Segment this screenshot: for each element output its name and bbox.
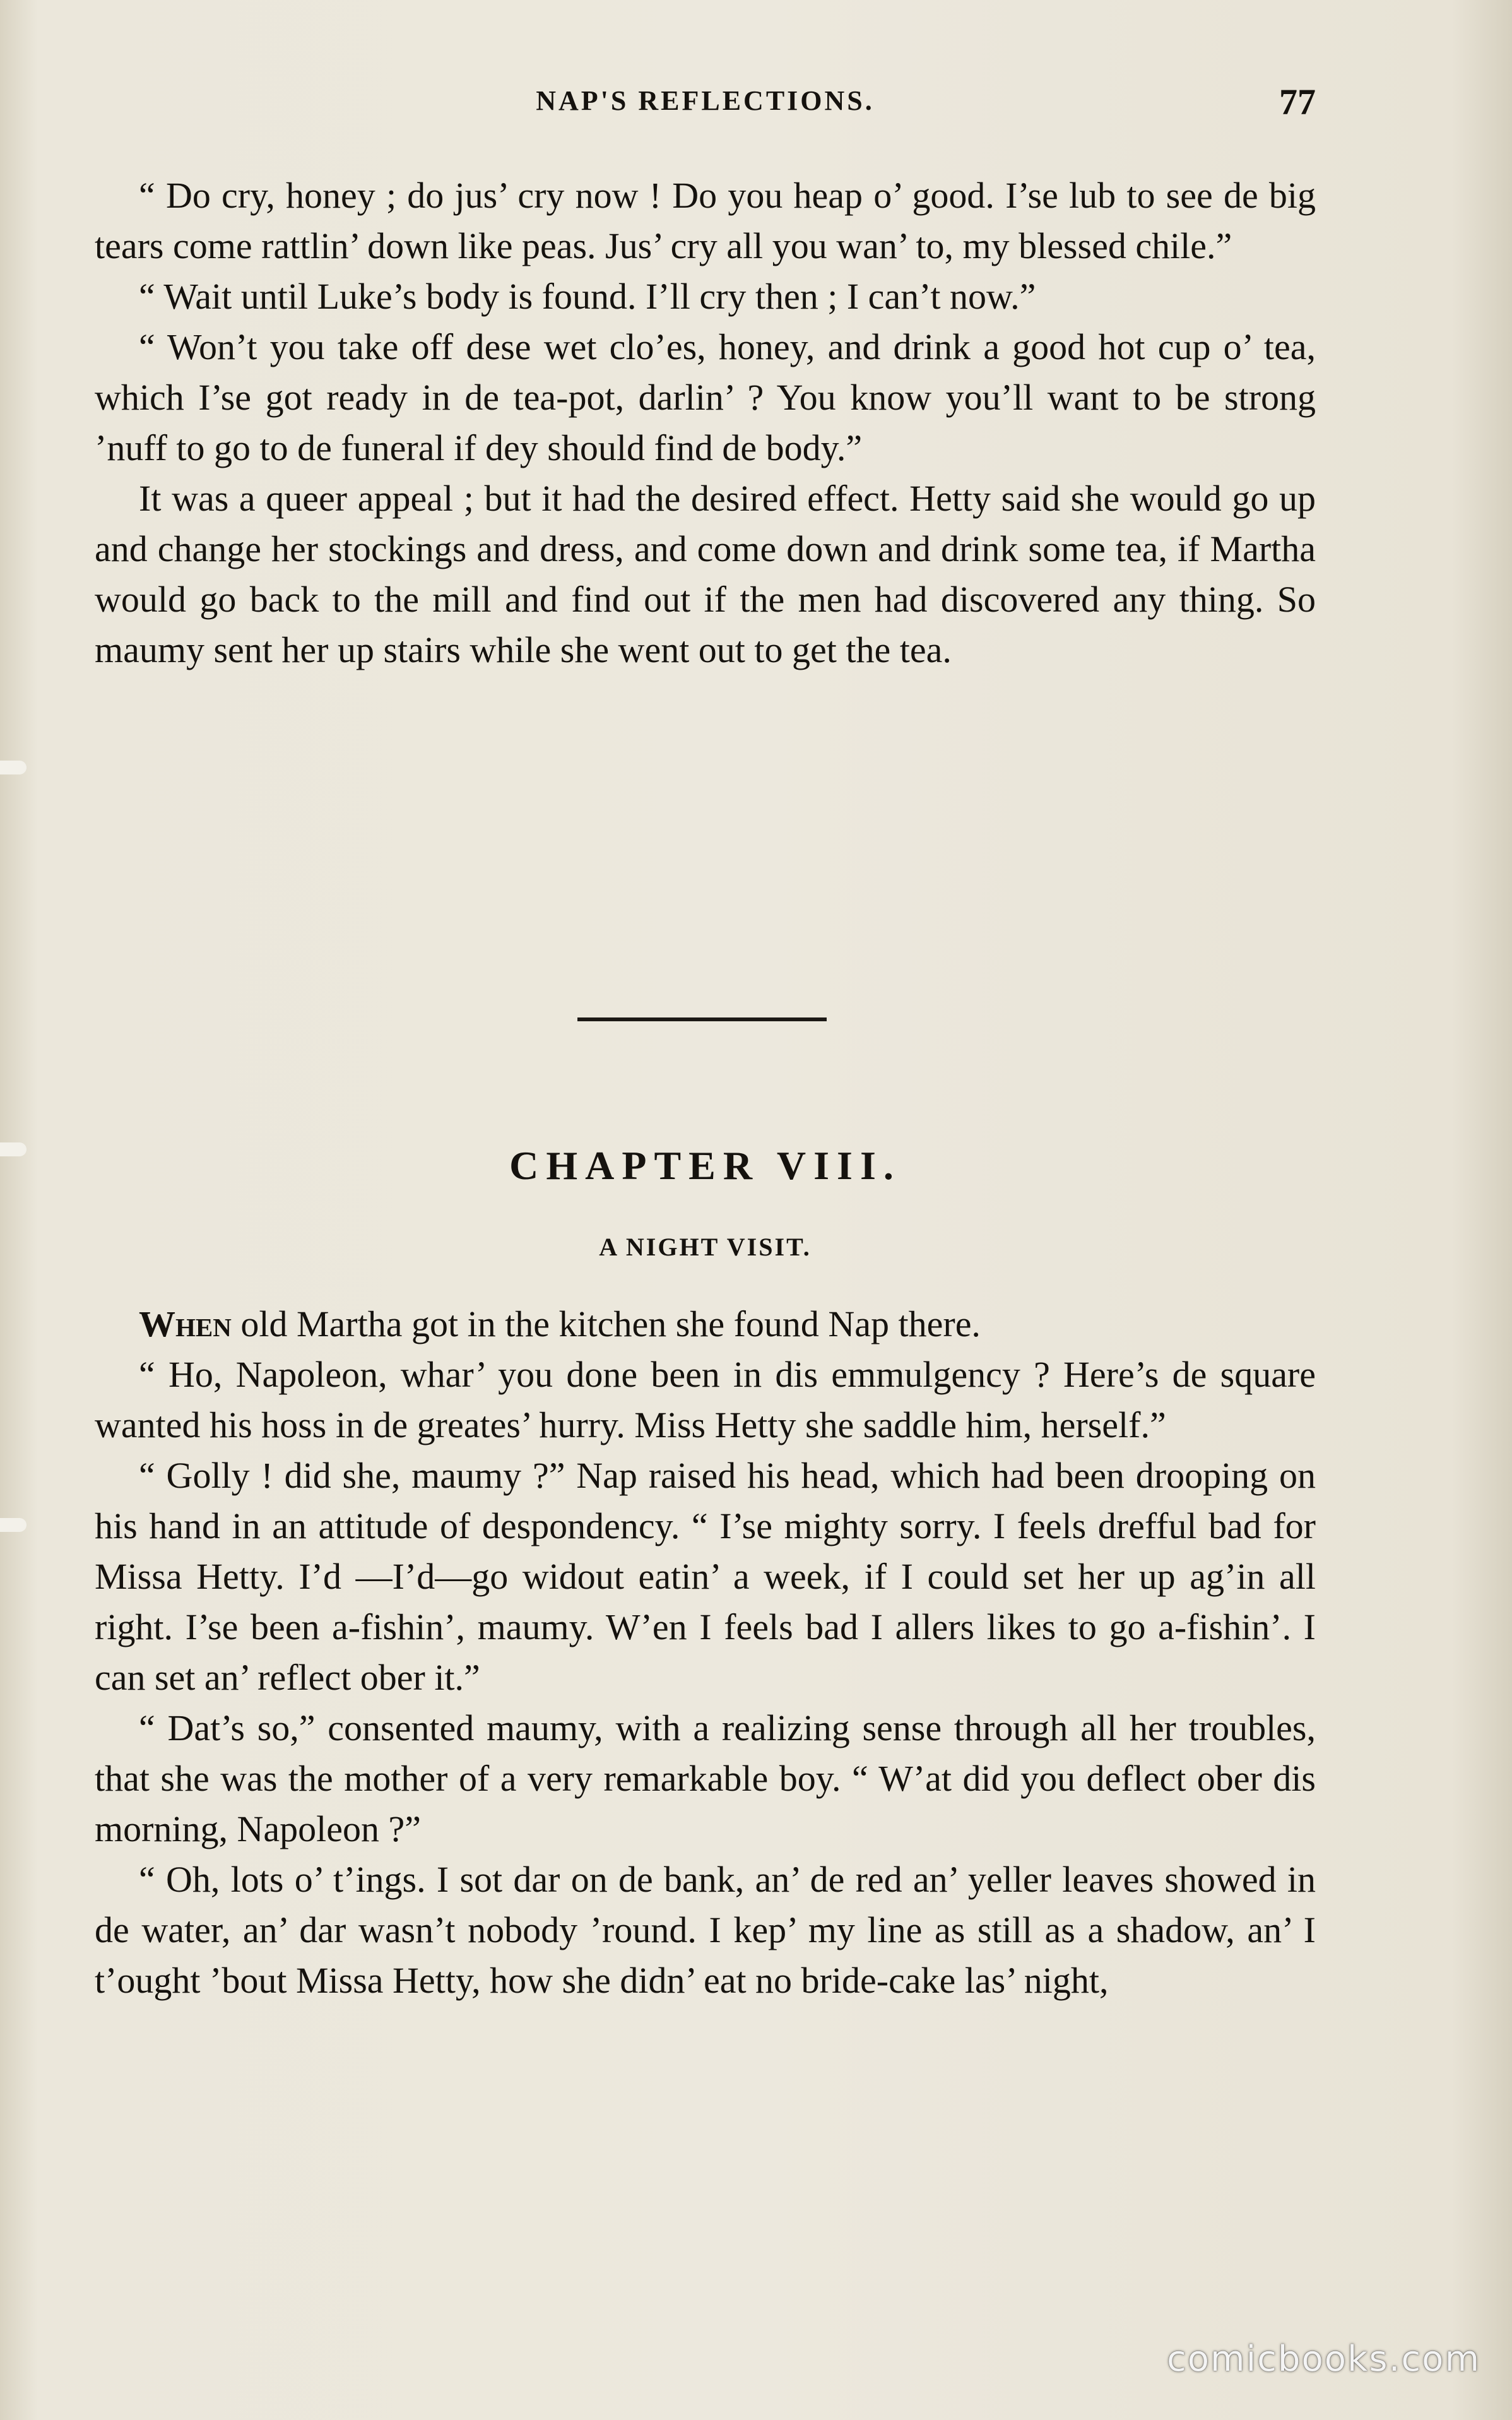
page-edge-tear <box>0 1518 27 1532</box>
paragraph: “ Oh, lots o’ t’ings. I sot dar on de bank, an’ de red an’ yeller leaves showed in de water, an’ dar wasn’t nobody ’round. I kep’ my line as still as a shadow, an’ I t’ought ’bout Missa Hetty, how she didn’ eat no bride-cake las’ night, <box>95 1859 1316 2001</box>
text-block-before-chapter <box>95 170 1316 675</box>
page-number: 77 <box>1279 81 1316 122</box>
paragraph: “ Do cry, honey ; do jus’ cry now ! Do you heap o’ good. I’se lub to see de big tears come rattlin’ down like peas. Jus’ cry all you wan’ to, my blessed chile.” <box>95 175 1316 266</box>
running-head: NAP'S REFLECTIONS. <box>536 85 875 116</box>
paragraph: “ Wait until Luke’s body is found. I’ll cry then ; I can’t now.” <box>139 276 1036 317</box>
chapter-title: CHAPTER VIII. <box>509 1143 901 1188</box>
paragraph: “ Dat’s so,” consented maumy, with a realizing sense through all her troubles, that she was the mother of a very remarkable boy. “ W’at did you deflect ober dis morning, Napoleon ?” <box>95 1707 1316 1849</box>
paragraph: “ Won’t you take off dese wet clo’es, honey, and drink a good hot cup o’ tea, which I’se got ready in de tea-pot, darlin’ ? You know you’ll want to be strong ’nuff to go to de funeral if dey should find de body.” <box>95 326 1316 468</box>
page-edge-tear <box>0 761 27 774</box>
paragraph: It was a queer appeal ; but it had the desired effect. Hetty said she would go up and change her stockings and dress, and come down and drink some tea, if Martha would go back to the mill and find out if the men had discovered any thing. So maumy sent her up stairs while she went out to get the tea. <box>95 478 1316 670</box>
chapter-opening-word: When <box>139 1303 232 1344</box>
page-header <box>95 81 1316 131</box>
page-edge-tear <box>0 1142 27 1156</box>
paragraph <box>95 1299 1316 1349</box>
paragraph-text: old Martha got in the kitchen she found Nap there. <box>231 1303 981 1344</box>
paragraph: “ Ho, Napoleon, whar’ you done been in dis emmulgency ? Here’s de square wanted his hoss in de greates’ hurry. Miss Hetty she saddle him, herself.” <box>95 1354 1316 1445</box>
watermark: comicbooks.com <box>1166 2339 1480 2380</box>
paragraph: “ Golly ! did she, maumy ?” Nap raised his head, which had been drooping on his hand in an attitude of despondency. “ I’se mighty sorry. I feels drefful bad for Missa Hetty. I’d —I’d—go widout eatin’ a week, if I could set her up ag’in all right. I’se been a-fishin’, maumy. W’en I feels bad I allers likes to go a-fishin’. I can set an’ reflect ober it.” <box>95 1455 1316 1698</box>
section-divider-rule <box>577 1017 827 1021</box>
text-block-chapter <box>95 1299 1316 2006</box>
chapter-subtitle: A NIGHT VISIT. <box>599 1233 812 1261</box>
